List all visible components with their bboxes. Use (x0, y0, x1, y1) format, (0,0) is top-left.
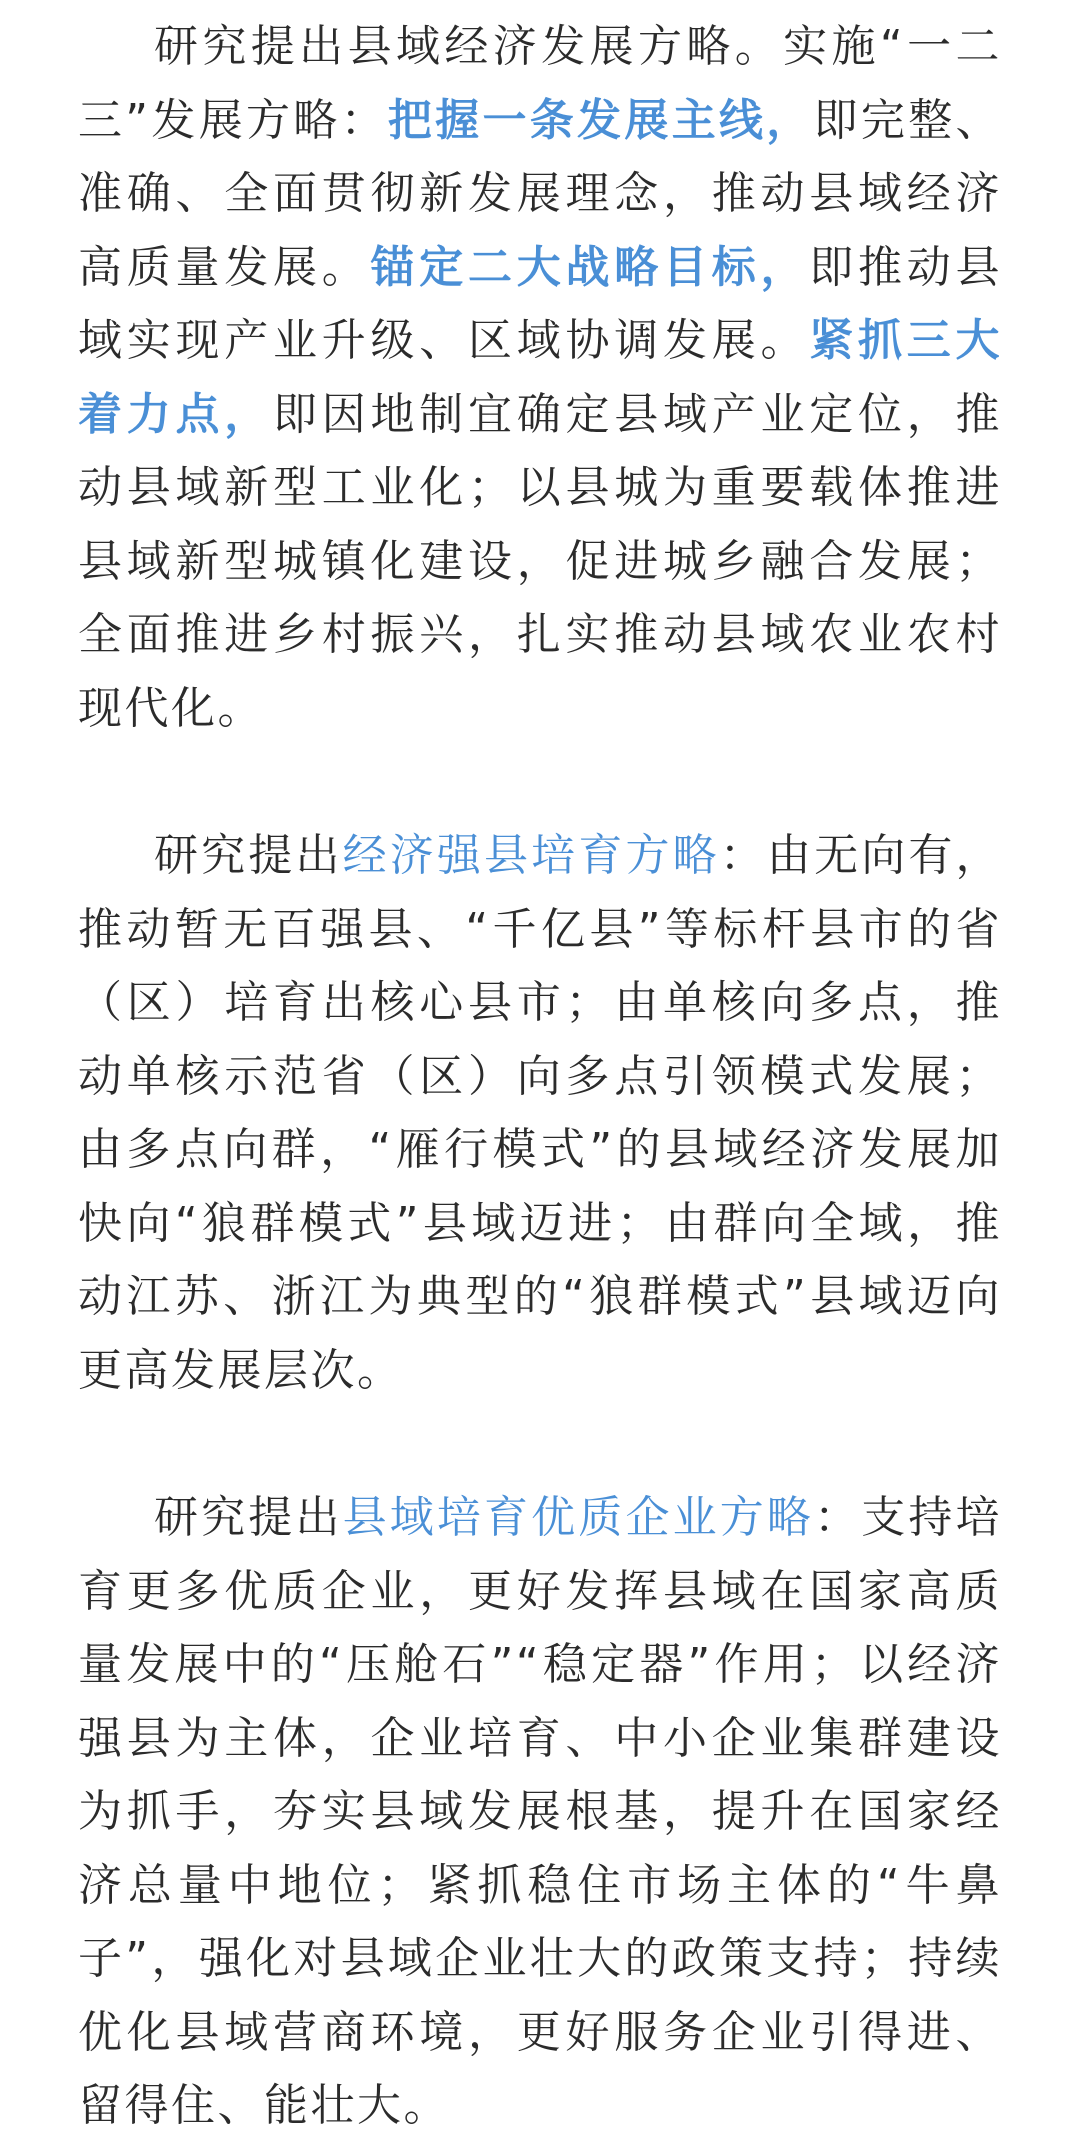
paragraph-text: 研究提出 (154, 830, 343, 881)
paragraph-text: 研究提出 (154, 1492, 343, 1543)
paragraph-text: 即因地制宜确定县域产业定位，推动县域新型工业化；以县城为重要载体推进县域新型城镇化建设，促进城乡融合发展；全面推进乡村振兴，扎实推动县域农业农村现代化。 (78, 388, 1002, 734)
paragraph-text: 即推动县域实现产业升级、区域协调发展。 (78, 241, 1002, 366)
paragraph-text: 研究提出县域经济发展方略。实施“一二三”发展方略： (78, 21, 1002, 146)
highlight-focus-points: 紧抓三大着力点， (78, 315, 1002, 440)
paragraph-text: ：支持培育更多优质企业，更好发挥县域在国家高质量发展中的“压舱石”“稳定器”作用；以经济强县为主体，企业培育、中小企业集群建设为抓手，夯实县域发展根基，提升在国家经济总量中地位；紧抓稳住市场主体的“牛鼻子”，强化对县域企业壮大的政策支持；持续优化县域营商环境，更好服务企业引得进、留得住、能壮大。 (78, 1492, 1003, 2131)
paragraph-county-strategy (78, 10, 1002, 745)
highlight-enterprise-strategy: 县域培育优质企业方略 (342, 1492, 815, 1543)
paragraph-quality-enterprise (78, 1481, 1002, 2143)
article-body (78, 10, 1002, 2143)
paragraph-strong-county (78, 819, 1002, 1407)
paragraph-text: 即完整、准确、全面贯彻新发展理念，推动县域经济高质量发展。 (78, 94, 1003, 293)
highlight-strategic-goals: 锚定二大战略目标， (370, 241, 810, 293)
highlight-strong-county-strategy: 经济强县培育方略 (342, 830, 720, 881)
highlight-main-line: 把握一条发展主线， (387, 94, 814, 146)
scrollbar[interactable] (1075, 0, 1078, 2038)
paragraph-text: ：由无向有，推动暂无百强县、“千亿县”等标杆县市的省（区）培育出核心县市；由单核向多点，推动单核示范省（区）向多点引领模式发展；由多点向群，“雁行模式”的县域经济发展加快向“狼群模式”县域迈进；由群向全域，推动江苏、浙江为典型的“狼群模式”县域迈向更高发展层次。 (78, 830, 1003, 1396)
